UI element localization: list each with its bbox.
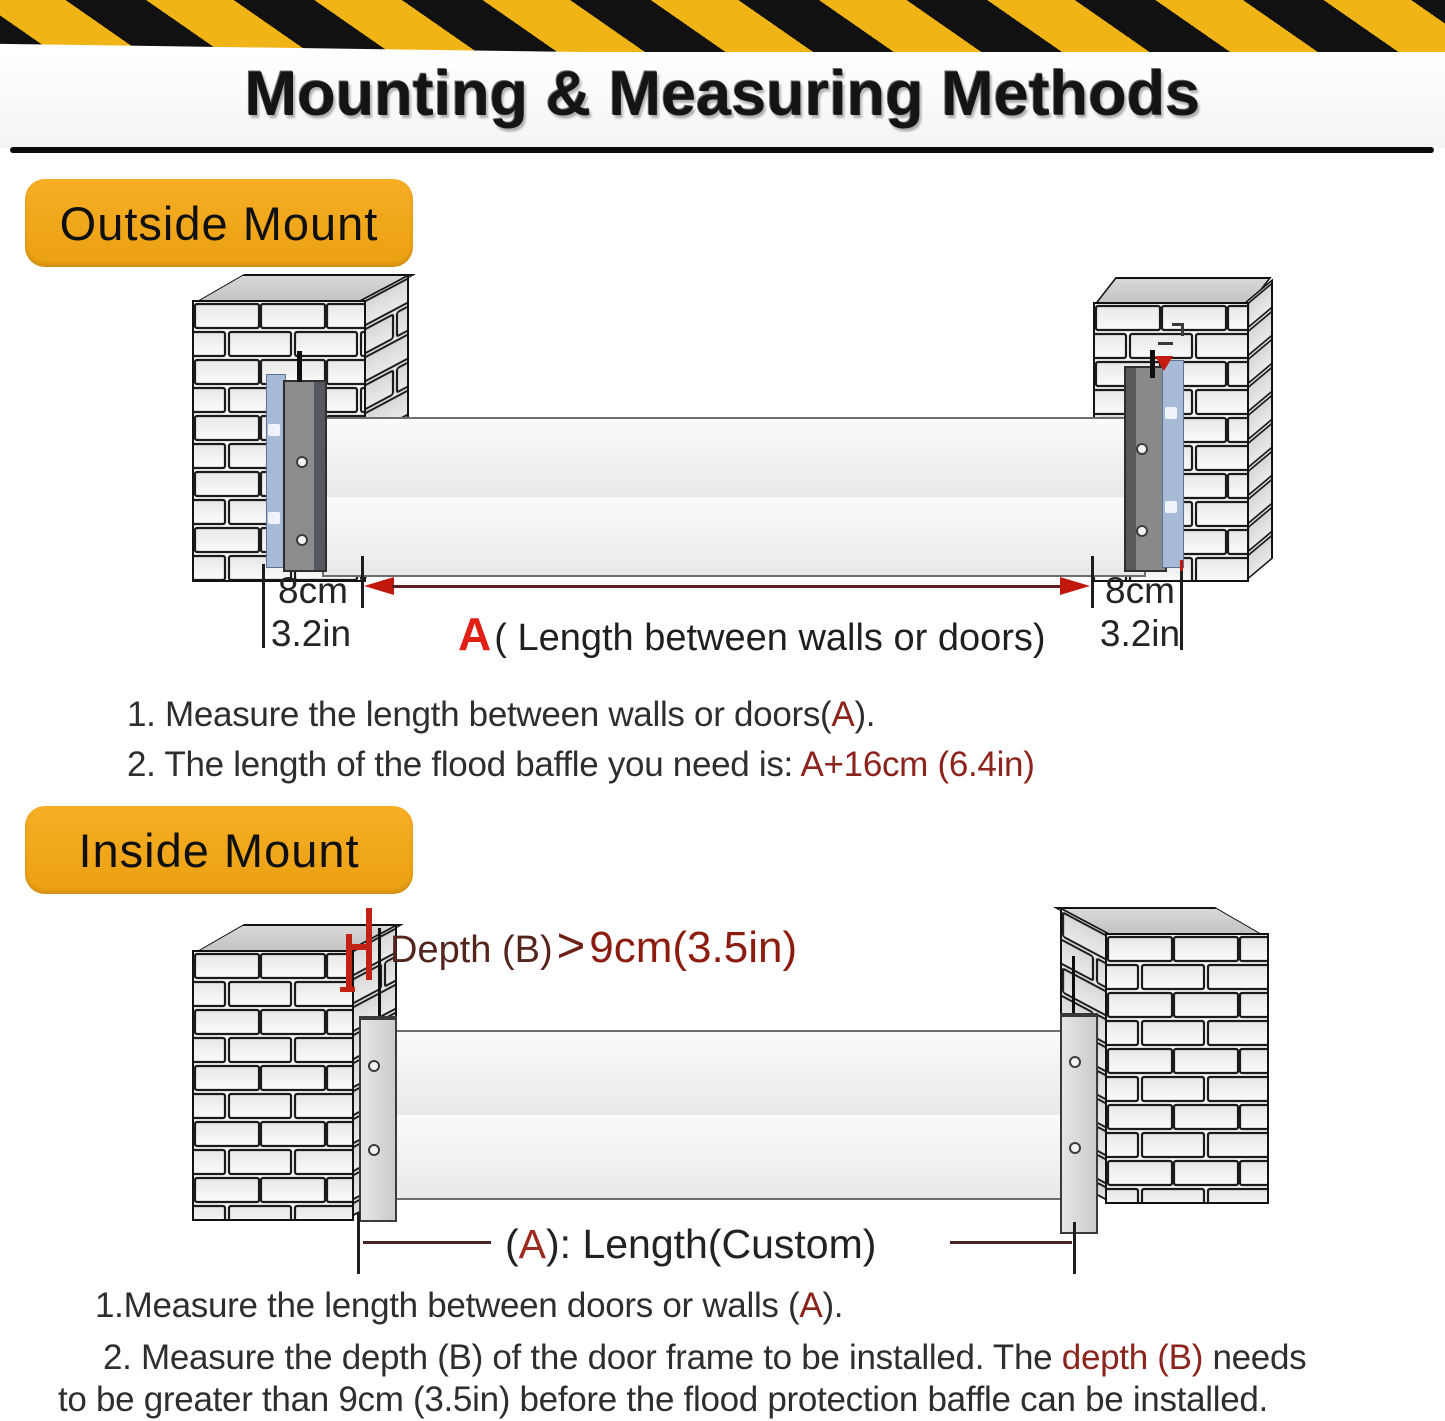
instr-segment: 2. The length of the flood baffle you need is: [127, 745, 801, 784]
inside-instruction-3: to be greater than 9cm (3.5in) before the flood protection baffle can be installed. [58, 1380, 1268, 1419]
pillar-front-face [1105, 933, 1269, 1204]
dimension-line [1180, 562, 1183, 650]
anchor-bolt [297, 351, 302, 382]
mounting-bar [1060, 1013, 1098, 1234]
outside-instruction-1 [127, 695, 875, 735]
flood-baffle-panels [393, 1030, 1065, 1200]
length-label-a: A [518, 1221, 547, 1267]
screw-hole [1136, 443, 1148, 455]
title-underline [10, 147, 1434, 153]
length-custom-label [505, 1221, 876, 1268]
red-tick [1180, 560, 1183, 571]
depth-bracket-icon [346, 944, 372, 950]
depth-label-pre: Depth (B) [390, 929, 553, 971]
baffle-panel-upper [395, 1032, 1063, 1117]
instr-segment: ). [854, 695, 876, 734]
span-arrow-line [392, 585, 1064, 588]
anchor-bolt [1072, 956, 1075, 1016]
baffle-panel-lower [324, 497, 1144, 575]
baffle-panel-lower [395, 1115, 1063, 1198]
pencil-mark [1181, 323, 1184, 336]
dimension-text-in: 3.2in [1099, 613, 1181, 654]
blue-channel-strip [1162, 360, 1184, 568]
baffle-panel-upper [324, 419, 1144, 499]
dimension-tick [1091, 556, 1094, 608]
length-label-post: ): Length(Custom) [546, 1221, 877, 1267]
span-a-label [458, 607, 1046, 661]
dimension-segment [950, 1241, 1072, 1244]
instr-segment: 1.Measure the length between doors or walls ( [95, 1286, 800, 1325]
pillar-front-face [192, 950, 354, 1221]
page-title: Mounting & Measuring Methods [244, 59, 1201, 129]
depth-label-value: 9cm(3.5in) [589, 923, 798, 972]
arrowhead-left-icon [364, 577, 394, 595]
instr-segment: ). [822, 1286, 844, 1325]
dimension-text-cm: 8cm [278, 570, 348, 611]
instr-segment: 1. Measure the length between walls or doors( [127, 695, 832, 734]
depth-bracket-icon [340, 987, 355, 992]
outside-mount-label [25, 179, 413, 267]
dimension-line [1073, 1222, 1076, 1274]
red-pointer-icon [1155, 356, 1173, 371]
label-a-red: A [458, 608, 492, 660]
screw-hole [1069, 1056, 1081, 1068]
inside-mount-label [25, 806, 413, 894]
screw-hole [296, 456, 308, 468]
dimension-line [357, 1212, 360, 1274]
channel-screw-mark [268, 512, 280, 524]
pillar-side-face [1245, 279, 1273, 582]
screw-hole [368, 1060, 380, 1072]
instr-segment-red: A+16cm (6.4in) [800, 745, 1035, 784]
inside-instruction-1 [95, 1286, 843, 1326]
length-label-pre: ( [505, 1221, 519, 1267]
arrowhead-right-icon [1060, 577, 1090, 595]
screw-hole [296, 534, 308, 546]
instr-segment-red: A [831, 695, 855, 734]
anchor-bolt [378, 928, 381, 1020]
instr-segment-red: A [799, 1286, 823, 1325]
channel-screw-mark [1165, 407, 1177, 419]
instr-segment: 2. Measure the depth (B) of the door frame to be installed. The [103, 1338, 1062, 1377]
instr-segment: needs [1203, 1338, 1307, 1377]
outside-mount-label-text: Outside Mount [59, 196, 379, 250]
flood-baffle-panels [322, 417, 1146, 577]
mounting-bar [359, 1016, 397, 1222]
screw-hole [1136, 525, 1148, 537]
dimension-segment [363, 1241, 491, 1244]
mounting-bar [1124, 366, 1167, 572]
channel-screw-mark [1165, 501, 1177, 513]
dimension-text-cm: 8cm [1105, 570, 1175, 611]
greater-than-sign: > [556, 919, 586, 973]
depth-bracket-icon [346, 934, 352, 992]
inside-instruction-2 [103, 1338, 1306, 1378]
dimension-text-in: 3.2in [270, 613, 352, 654]
channel-screw-mark [268, 424, 280, 436]
screw-hole [1069, 1142, 1081, 1154]
outside-instruction-2 [127, 745, 1035, 785]
label-a-rest: ( Length between walls or doors) [494, 617, 1046, 659]
screw-hole [368, 1144, 380, 1156]
inside-mount-label-text: Inside Mount [78, 823, 360, 877]
instr-segment-red: depth (B) [1061, 1338, 1204, 1377]
depth-label [390, 918, 797, 974]
pencil-mark [1158, 342, 1173, 345]
